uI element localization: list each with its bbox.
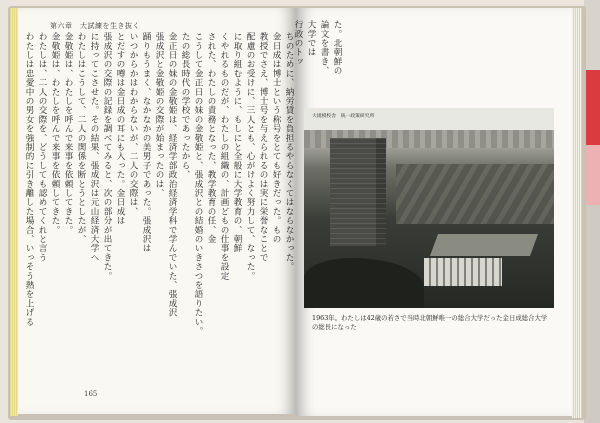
page-edge-right — [572, 8, 582, 418]
text-column: 金敬姫は、わたしを呼んで来事を依頼してきた。 — [63, 32, 73, 235]
running-head: 第六章 大試練を生き抜く — [50, 22, 140, 30]
text-column: わたしは忠愛中の男女を強制的に引き離した場合、いっそう熱を上げる — [24, 32, 34, 327]
text-column: 金日成は博士という称号をとても好きだった。もの — [271, 32, 281, 244]
photo-sports-field — [430, 234, 538, 256]
photo-trees — [304, 258, 424, 308]
photo-low-building-windows — [424, 258, 502, 286]
text-column: 金正日の妹の金敬姫は、経済学部政治経済学科で学んでいた、張成沢 — [167, 32, 177, 318]
page-number: 165 — [84, 390, 98, 398]
right-page-text — [293, 20, 342, 110]
text-column: 行政のトッ — [293, 20, 303, 66]
backdrop-strip — [584, 0, 600, 70]
text-column: に持ってこさせた。その結果、張成沢は元山経済大学へ — [89, 32, 99, 262]
backdrop-red-strip — [584, 70, 600, 145]
text-column: に取り組むように、もしにと全般に大学教育の、朝鮮 — [232, 32, 242, 253]
text-column: わたしは、二人の交際を、どうしても認めてくれと言う — [37, 32, 47, 262]
text-column: こうして金正日の妹の金敬姫と、張成沢との結婚のいきさつを語りたい。 — [193, 32, 203, 336]
text-column: た。北朝鮮の — [332, 20, 342, 76]
text-column: 踊りもうまく、なかなかの美男子であった。張成沢は — [141, 32, 151, 253]
page-edge-left — [10, 8, 18, 416]
text-column: された、わたしの責務となった、教学教育の任、金 — [206, 32, 216, 244]
text-column: わたしはこうして、二人の関係を断とうとしたが、 — [76, 32, 86, 244]
text-column: 大学では — [306, 20, 316, 57]
backdrop-grey-strip — [584, 205, 600, 423]
photo-campus-buildings — [396, 164, 554, 224]
photo-caption: 1963年。わたしは42歳の若さで当時北朝鮮唯一の総合大学だった金日成総合大学の総長になった — [312, 314, 548, 331]
photo-tower-windows — [330, 138, 386, 246]
text-column: 張成沢と金敬姫の交際が始まったのは、 — [154, 32, 164, 198]
backdrop-pink-strip — [584, 145, 600, 205]
text-column: とだすの噂は金日成の耳にも入った。金日成は — [115, 32, 125, 226]
text-column: 論文を書き、 — [319, 20, 329, 76]
text-column: 教授でさえ、博士号を与えられるのは実に栄誉なことで — [258, 32, 268, 262]
campus-photo — [304, 108, 554, 308]
text-column: 配慮のお受けに、三人とも、心がけよく努力して、なった。 — [245, 32, 255, 281]
photo-inline-label: 大規模校舎 統一政策研究所 — [312, 114, 375, 119]
text-column: いつからかはわからないが、二人の交際は、 — [128, 32, 138, 216]
text-column: 張成沢の交際の記録を調べてみると、次の部分が出てきた。 — [102, 32, 112, 281]
text-column: 金敬姫は、わたしを呼んで来事を依頼してきた。 — [50, 32, 60, 235]
text-column: たの総長時代の学校であったから、 — [180, 32, 190, 180]
text-column: くやれるものだが、わたしの組織の、計画どもの仕事を設定 — [219, 32, 229, 281]
text-column: ちのために、納労賃を負担るやらなくてはならなかった。 — [284, 32, 294, 272]
left-page-text — [24, 32, 294, 348]
